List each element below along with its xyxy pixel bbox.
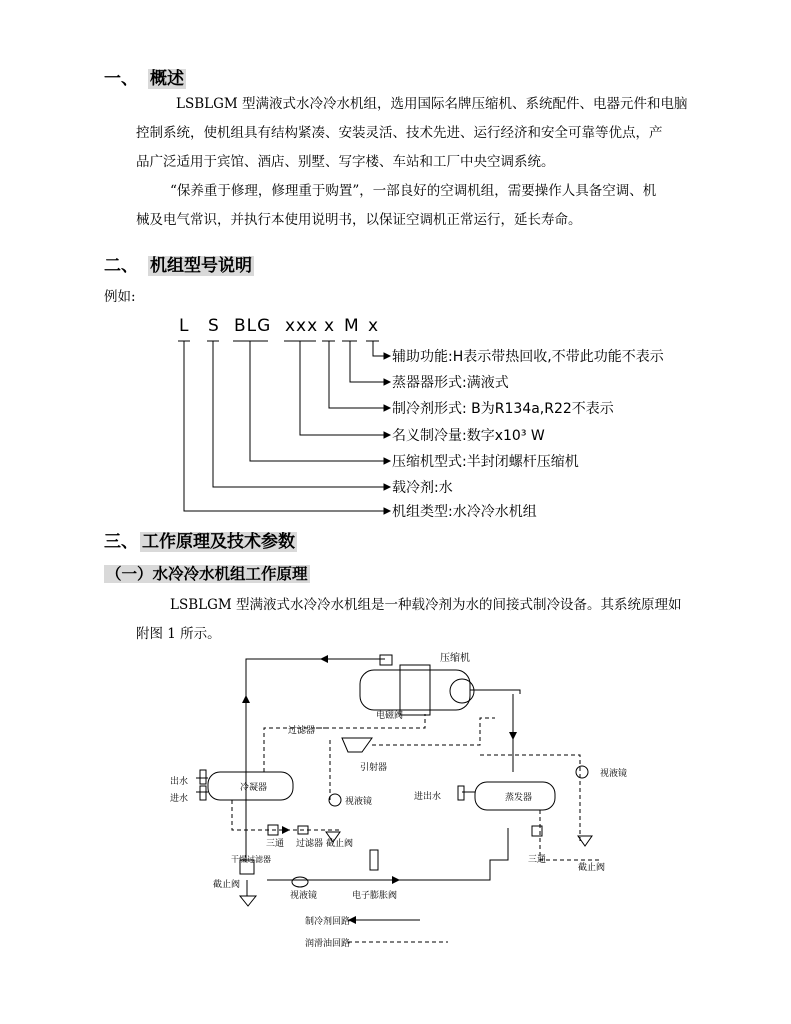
label-filter-top: 过滤器 — [288, 726, 316, 736]
sight-glass-right-symbol — [576, 766, 588, 778]
compressor-body — [360, 670, 470, 710]
code-L: L — [179, 316, 190, 336]
label-evaporator: 蒸发器 — [505, 793, 533, 803]
section3-number: 三、 — [104, 532, 138, 552]
label-sight-glass-bottom: 视液镜 — [290, 891, 318, 901]
section3-heading — [104, 527, 297, 552]
section3-subheading — [104, 562, 310, 584]
section2-number: 二、 — [104, 256, 138, 276]
section1-para2-line2: 械及电气常识，并执行本使用说明书，以保证空调机正常运行，延长寿命。 — [136, 212, 582, 228]
code-label-unit-type: 机组类型:水冷冷水机组 — [392, 504, 537, 520]
section3-para-line2: 附图 1 所示。 — [136, 626, 221, 642]
expansion-valve-symbol — [370, 850, 378, 870]
label-stop-valve-left: 截止阀 — [213, 880, 241, 890]
section3-para-line1: LSBLGM 型满液式水冷冷水机组是一种载冷剂为水的间接式制冷设备。其系统原理如 — [170, 597, 682, 613]
code-xxx: xxx — [285, 316, 319, 336]
code-S: S — [208, 316, 220, 336]
label-stop-valve-mid: 截止阀 — [326, 839, 354, 849]
section1-number: 一、 — [104, 69, 138, 89]
section1-para2-line1: “保养重于修理，修理重于购置”，一部良好的空调机组，需要操作人具备空调、机 — [170, 183, 657, 199]
section1-title: 概述 — [150, 69, 184, 89]
code-label-capacity: 名义制冷量:数字x10³ W — [392, 428, 545, 444]
label-ejector: 引射器 — [360, 763, 388, 773]
example-label: 例如: — [104, 289, 136, 305]
code-BLG: BLG — [234, 316, 272, 336]
code-x: x — [324, 316, 336, 336]
label-condenser: 冷凝器 — [240, 783, 268, 793]
code-M: M — [344, 316, 360, 336]
label-threeway-right: 三通 — [528, 855, 547, 865]
code-x2: x — [368, 316, 380, 336]
section2-title: 机组型号说明 — [150, 256, 252, 276]
ejector-symbol — [342, 738, 372, 752]
label-threeway-left: 三通 — [266, 839, 285, 849]
code-label-coolant: 载冷剂:水 — [392, 480, 453, 496]
label-water-in-right: 进出水 — [414, 792, 442, 802]
label-solenoid-valve: 电磁阀 — [376, 711, 404, 721]
section1-para1-line3: 品广泛适用于宾馆、酒店、别墅、写字楼、车站和工厂中央空调系统。 — [136, 154, 555, 170]
label-water-in-left: 进水 — [170, 794, 189, 804]
label-expansion-valve: 电子膨胀阀 — [352, 891, 398, 901]
label-compressor: 压缩机 — [440, 653, 470, 664]
label-water-out: 出水 — [170, 777, 189, 787]
sight-glass-mid-symbol — [329, 794, 341, 806]
system-diagram — [0, 640, 791, 960]
code-label-refrigerant: 制冷剂形式: B为R134a,R22不表示 — [392, 401, 614, 417]
code-label-evaporator-type: 蒸器器形式:满液式 — [392, 375, 509, 391]
section1-para1-line2: 控制系统，使机组具有结构紧凑、安装灵活、技术先进、运行经济和安全可靠等优点，产 — [136, 125, 663, 141]
label-stop-valve-right: 截止阀 — [578, 863, 606, 873]
compressor-motor — [400, 665, 430, 715]
section3-title: 工作原理及技术参数 — [142, 532, 295, 552]
label-sight-glass-top: 视液镜 — [600, 769, 628, 779]
legend-oil-label: 润滑油回路 — [305, 939, 351, 949]
stop-valve-left-symbol — [240, 896, 256, 906]
section1-para1-line1: LSBLGM 型满液式水冷冷水机组，选用国际名牌压缩机、系统配件、电器元件和电脑 — [176, 96, 688, 112]
section3-subtitle: （一）水冷冷水机组工作原理 — [106, 565, 308, 583]
label-sight-glass-mid: 视液镜 — [345, 797, 373, 807]
code-label-compressor: 压缩机型式:半封闭螺杆压缩机 — [392, 454, 579, 470]
code-label-aux-function: 辅助功能:H表示带热回收,不带此功能不表示 — [392, 349, 664, 365]
label-filter-mid: 过滤器 — [296, 839, 324, 849]
legend-refrigerant-label: 制冷剂回路 — [305, 917, 351, 927]
label-drier-filter: 干燥过滤器 — [231, 855, 271, 864]
compressor-top-valve — [380, 655, 392, 665]
sight-glass-bottom-symbol — [292, 877, 308, 887]
